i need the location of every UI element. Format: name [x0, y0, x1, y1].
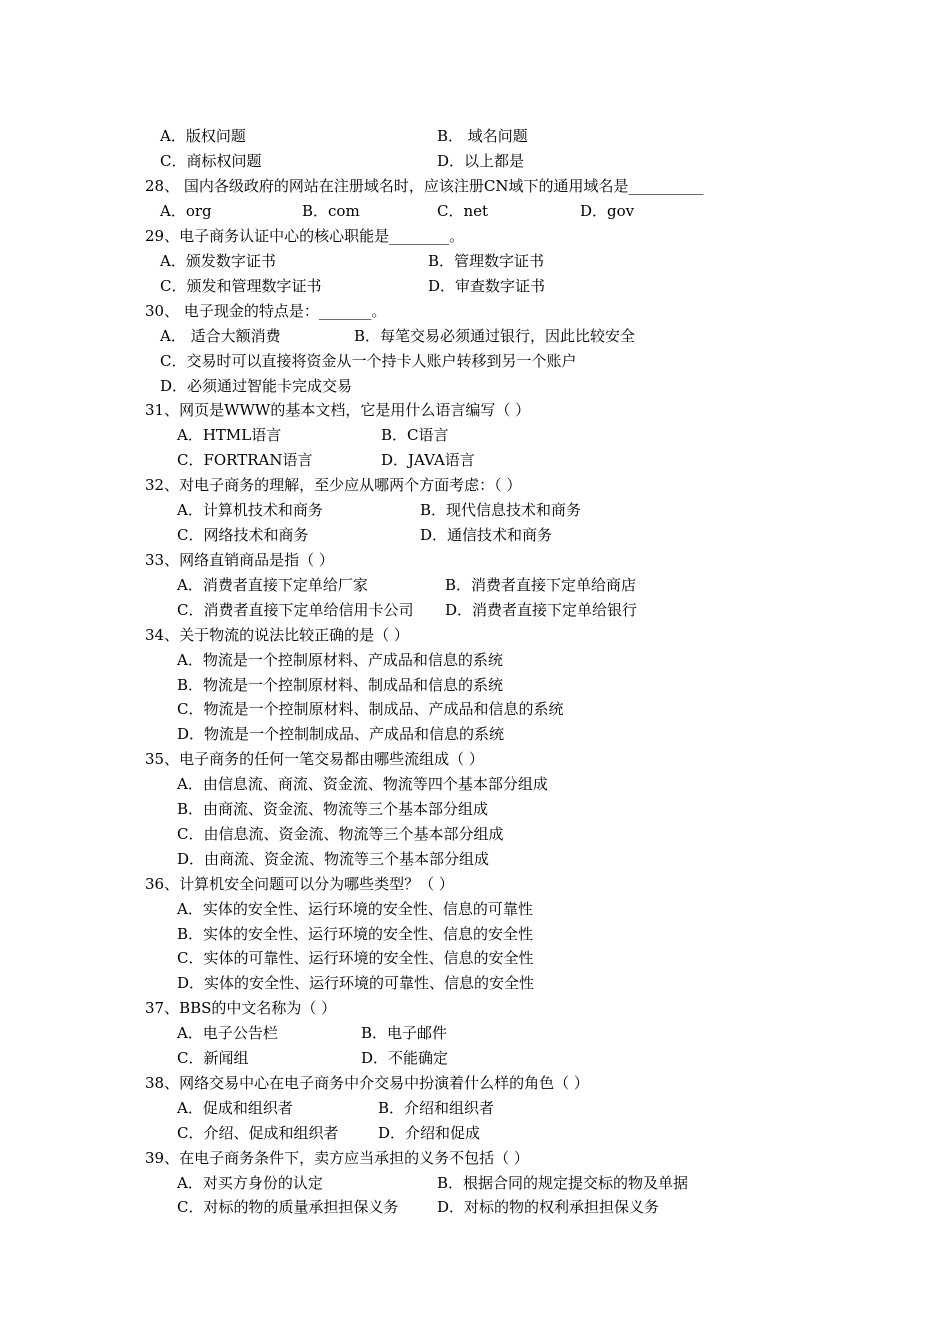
- q34-option-a: A．物流是一个控制原材料、产成品和信息的系统: [177, 651, 503, 669]
- q36-question: 36、计算机安全问题可以分为哪些类型？（ ）: [145, 875, 454, 893]
- q35-option-b: B．由商流、资金流、物流等三个基本部分组成: [177, 800, 489, 818]
- q37-option-d: D．不能确定: [361, 1049, 449, 1067]
- q32-question: 32、对电子商务的理解，至少应从哪两个方面考虑：（ ）: [145, 476, 522, 494]
- q36-option-d: D．实体的安全性、运行环境的可靠性、信息的安全性: [177, 974, 535, 992]
- q36-option-b: B．实体的安全性、运行环境的安全性、信息的安全性: [177, 925, 534, 943]
- q28-question: 28、 国内各级政府的网站在注册域名时，应该注册CN域下的通用域名是__________: [145, 177, 704, 195]
- q33-question: 33、网络直销商品是指（ ）: [145, 551, 334, 569]
- q32-option-c: C．网络技术和商务: [177, 526, 309, 544]
- q28-option-b: B．com: [302, 202, 360, 220]
- q28-option-d: D．gov: [580, 202, 635, 220]
- q29-option-b: B．管理数字证书: [428, 252, 545, 270]
- q31-option-b: B．C语言: [381, 426, 449, 444]
- q30-option-d: D．必须通过智能卡完成交易: [160, 377, 353, 395]
- q37-question: 37、BBS的中文名称为（ ）: [145, 999, 337, 1017]
- q27-option-a: A．版权问题: [160, 127, 246, 145]
- q31-question: 31、网页是WWW的基本文档，它是用什么语言编写（ ）: [145, 401, 531, 419]
- q31-option-d: D．JAVA语言: [381, 451, 475, 469]
- q30-option-a: A． 适合大额消费: [160, 327, 281, 345]
- q29-question: 29、电子商务认证中心的核心职能是________。: [145, 227, 465, 245]
- q39-question: 39、在电子商务条件下，卖方应当承担的义务不包括（ ）: [145, 1149, 529, 1167]
- q37-option-a: A．电子公告栏: [177, 1024, 278, 1042]
- q33-option-d: D．消费者直接下定单给银行: [445, 601, 638, 619]
- q39-option-d: D．对标的物的权利承担担保义务: [437, 1198, 660, 1216]
- q35-question: 35、电子商务的任何一笔交易都由哪些流组成（ ）: [145, 750, 484, 768]
- q36-option-a: A．实体的安全性、运行环境的安全性、信息的可靠性: [177, 900, 533, 918]
- q38-option-b: B．介绍和组织者: [378, 1099, 495, 1117]
- q33-option-a: A．消费者直接下定单给厂家: [177, 576, 368, 594]
- q39-option-c: C．对标的物的质量承担担保义务: [177, 1198, 399, 1216]
- q29-option-d: D．审查数字证书: [428, 277, 546, 295]
- q35-option-d: D．由商流、资金流、物流等三个基本部分组成: [177, 850, 490, 868]
- q34-question: 34、关于物流的说法比较正确的是（ ）: [145, 626, 409, 644]
- q32-option-a: A．计算机技术和商务: [177, 501, 323, 519]
- q34-option-b: B．物流是一个控制原材料、制成品和信息的系统: [177, 676, 504, 694]
- q30-option-b: B．每笔交易必须通过银行，因此比较安全: [354, 327, 636, 345]
- q35-option-c: C．由信息流、资金流、物流等三个基本部分组成: [177, 825, 504, 843]
- q30-question: 30、 电子现金的特点是：_______。: [145, 302, 387, 320]
- q38-option-a: A．促成和组织者: [177, 1099, 293, 1117]
- q28-option-a: A．org: [160, 202, 212, 220]
- q27-option-d: D．以上都是: [437, 152, 525, 170]
- q33-option-c: C．消费者直接下定单给信用卡公司: [177, 601, 414, 619]
- q28-option-c: C．net: [437, 202, 489, 220]
- q36-option-c: C．实体的可靠性、运行环境的安全性、信息的安全性: [177, 949, 534, 967]
- q39-option-a: A．对买方身份的认定: [177, 1174, 323, 1192]
- q34-option-c: C．物流是一个控制原材料、制成品、产成品和信息的系统: [177, 700, 564, 718]
- q31-option-c: C．FORTRAN语言: [177, 451, 313, 469]
- q27-option-b: B． 域名问题: [437, 127, 528, 145]
- q34-option-d: D．物流是一个控制制成品、产成品和信息的系统: [177, 725, 505, 743]
- q37-option-c: C．新闻组: [177, 1049, 249, 1067]
- q32-option-d: D．通信技术和商务: [420, 526, 553, 544]
- q33-option-b: B．消费者直接下定单给商店: [445, 576, 637, 594]
- q27-option-c: C．商标权问题: [160, 152, 262, 170]
- q38-question: 38、网络交易中心在电子商务中介交易中扮演着什么样的角色（ ）: [145, 1074, 589, 1092]
- q37-option-b: B．电子邮件: [361, 1024, 448, 1042]
- q29-option-a: A．颁发数字证书: [160, 252, 276, 270]
- q30-option-c: C．交易时可以直接将资金从一个持卡人账户转移到另一个账户: [160, 352, 577, 370]
- q38-option-d: D．介绍和促成: [378, 1124, 481, 1142]
- q38-option-c: C．介绍、促成和组织者: [177, 1124, 339, 1142]
- q32-option-b: B．现代信息技术和商务: [420, 501, 582, 519]
- q29-option-c: C．颁发和管理数字证书: [160, 277, 322, 295]
- q35-option-a: A．由信息流、商流、资金流、物流等四个基本部分组成: [177, 775, 548, 793]
- q31-option-a: A．HTML语言: [177, 426, 282, 444]
- q39-option-b: B．根据合同的规定提交标的物及单据: [437, 1174, 689, 1192]
